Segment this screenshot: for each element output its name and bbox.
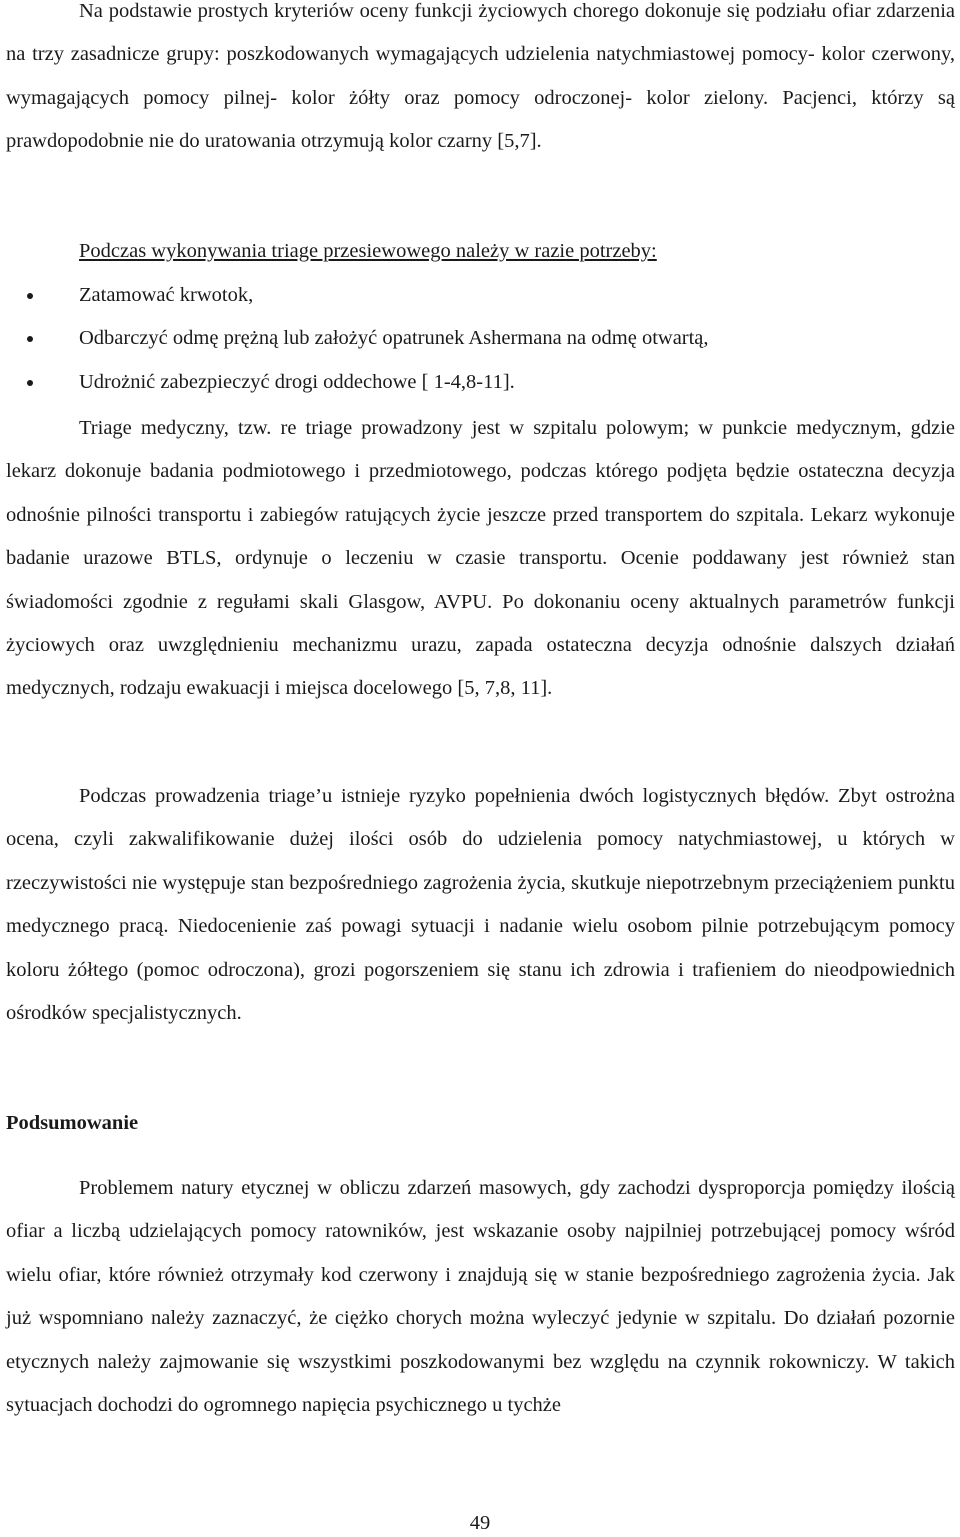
list-item-text: Udrożnić zabezpieczyć drogi oddechowe [ 1-4,8-11].: [79, 370, 515, 393]
list-item-text: Odbarczyć odmę prężną lub założyć opatrunek Ashermana na odmę otwartą,: [79, 327, 709, 350]
list-item: [6, 274, 955, 317]
section-heading: Podsumowanie: [6, 1112, 139, 1134]
list-item: [6, 361, 955, 404]
paragraph-lead-underlined: Podczas wykonywania triage przesiewowego należy w razie potrzeby:: [79, 240, 657, 262]
list-item: [6, 317, 955, 360]
paragraph-triage-groups: Na podstawie prostych kryteriów oceny funkcji życiowych chorego dokonuje się podziału ofiar zdarzenia na trzy zasadnicze grupy: poszkodowanych wymagających udzielenia natychmiastowej pomocy- kolor czerwony, wymagających pomocy pilnej- kolor żółty oraz pomocy odroczonej- kolor zielony. Pacjenci, którzy są prawdopodobnie nie do uratowania otrzymują kolor czarny [5,7].: [6, 0, 955, 153]
bullet-icon: [27, 380, 33, 386]
page-number: 49: [469, 1512, 491, 1534]
list-item-text: Zatamować krwotok,: [79, 284, 254, 306]
paragraph-medical-triage: Triage medyczny, tzw. re triage prowadzony jest w szpitalu polowym; w punkcie medycznym, gdzie lekarz dokonuje badania podmiotowego i przedmiotowego, podczas którego podjęta będzie ostateczna decyzja odnośnie pilności transportu i zabiegów ratujących życie jeszcze przed transportem do szpitala. Lekarz wykonuje badanie urazowe BTLS, ordynuje o leczeniu w czasie transportu. Ocenie poddawany jest również stan świadomości zgodnie z regułami skali Glasgow, AVPU. Po dokonaniu oceny aktualnych parametrów funkcji życiowych oraz uwzględnieniu mechanizmu urazu, zapada ostateczna decyzja odnośnie dalszych działań medycznych, rodzaju ewakuacji i miejsca docelowego [5, 7,8, 11].: [6, 417, 955, 700]
paragraph-summary: Problemem natury etycznej w obliczu zdarzeń masowych, gdy zachodzi dysproporcja pomiędzy ilością ofiar a liczbą udzielających pomocy ratowników, jest wskazanie osoby najpilniej potrzebującej pomocy wśród wielu ofiar, które również otrzymały kod czerwony i znajdują się w stanie bezpośredniego zagrożenia życia. Jak już wspomniano należy zaznaczyć, że ciężko chorych można wyleczyć jedynie w szpitalu. Do działań pozornie etycznych należy zajmowanie się wszystkimi poszkodowanymi bez względu na czynnik rokowniczy. W takich sytuacjach dochodzi do ogromnego napięcia psychicznego u tychże: [6, 1177, 955, 1417]
paragraph-logistic-errors: Podczas prowadzenia triage’u istnieje ryzyko popełnienia dwóch logistycznych błędów. Zbyt ostrożna ocena, czyli zakwalifikowanie dużej ilości osób do udzielenia pomocy natychmiastowej, u których w rzeczywistości nie występuje stan bezpośredniego zagrożenia życia, skutkuje niepotrzebnym przeciążeniem punktu medycznego pracą. Niedocenienie zaś powagi sytuacji i nadanie wielu osobom pilnie potrzebującym pomocy koloru żółtego (pomoc odroczona), grozi pogorszeniem się stanu ich zdrowia i trafieniem do nieodpowiednich ośrodków specjalistycznych.: [6, 785, 955, 1025]
bullet-list: [6, 274, 955, 404]
bullet-icon: [27, 293, 33, 299]
bullet-icon: [27, 336, 33, 342]
